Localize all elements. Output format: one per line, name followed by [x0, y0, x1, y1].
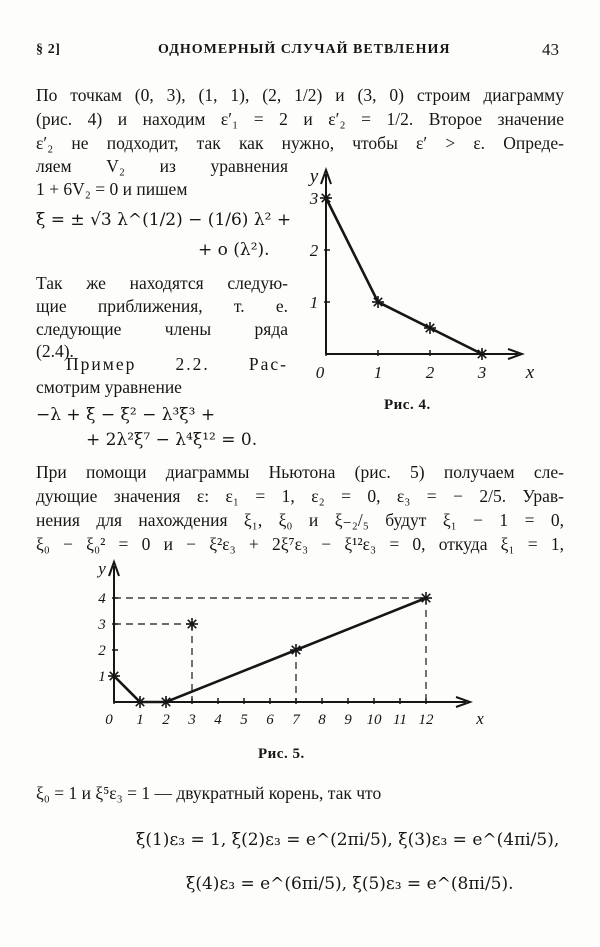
section-mark: § 2]: [36, 42, 61, 57]
fig4-point: [372, 296, 384, 308]
fig5-x-tick-label: 8: [318, 712, 326, 728]
fig4-y-tick-label: 3: [309, 189, 319, 208]
fig4-x-label: x: [525, 362, 535, 383]
equation-xi-cont: + o (λ²).: [198, 240, 270, 260]
fig4-newton-polygon: [326, 198, 482, 354]
fig5-x-tick-label: 2: [162, 712, 170, 728]
fig5-point: [160, 696, 172, 708]
fig5-y-tick-label: 4: [98, 591, 106, 607]
fig5-x-tick-label: 12: [418, 712, 434, 728]
fig5-x-tick-label: 4: [214, 712, 222, 728]
text-line-18: нения для нахождения ξ₁, ξ₀ и ξ₋₂/₅ будут ξ₁ − 1 = 0,: [36, 510, 564, 530]
text-line-5: 1 + 6V₂ = 0 и пишем: [36, 179, 188, 199]
fig5-x-tick-label: 5: [240, 712, 248, 728]
roots-line-1: ξ(1)ε₃ = 1, ξ(2)ε₃ = e^(2πi/5), ξ(3)ε₃ = e^(4πi/5),: [136, 830, 560, 850]
text-line-9: щие приближения, т. е.: [36, 296, 288, 316]
fig5-newton-polygon: [114, 598, 426, 702]
equation-xi: ξ = ± √3 λ^(1/2) − (1/6) λ² +: [36, 210, 292, 230]
text-line-4: ляем V₂ из уравнения: [36, 156, 288, 176]
equation-example-2: + 2λ²ξ⁷ − λ⁴ξ¹² = 0.: [86, 430, 258, 450]
text-line-20: ξ₀ = 1 и ξ⁵ε₃ = 1 — двукратный корень, так что: [36, 783, 382, 803]
text-line-1: По точкам (0, 3), (1, 1), (2, 1/2) и (3, 0) строим диаграмму: [36, 85, 564, 105]
fig4-x-tick-label: 3: [477, 363, 487, 382]
text-line-11: (2.4).: [36, 341, 74, 361]
fig5-x-tick-label: 0: [105, 712, 113, 728]
figure-4: [296, 160, 548, 390]
fig5-x-label: x: [476, 709, 484, 728]
fig5-point: [290, 644, 302, 656]
fig4-x-tick-label: 2: [425, 363, 435, 382]
fig5-point: [134, 696, 146, 708]
equation-example-1: −λ + ξ − ξ² − λ³ξ³ +: [36, 405, 216, 425]
text-line-19: ξ₀ − ξ₀² = 0 и − ξ²ε₃ + 2ξ⁷ε₃ − ξ¹²ε₃ = 0, откуда ξ₁ = 1,: [36, 534, 564, 554]
text-line-2: (рис. 4) и находим ε′₁ = 2 и ε′₂ = 1/2. Второе значение: [36, 109, 564, 129]
text-line-8: Так же находятся следую-: [36, 273, 288, 293]
fig5-x-tick-label: 9: [344, 712, 352, 728]
fig5-point: [186, 618, 198, 630]
fig5-x-tick-label: 11: [393, 712, 407, 728]
figure-5-caption: Рис. 5.: [258, 746, 305, 762]
text-line-17: дующие значения ε: ε₁ = 1, ε₂ = 0, ε₃ = − 2/5. Урав-: [36, 486, 564, 506]
fig5-y-tick-label: 2: [98, 643, 106, 659]
page-number: 43: [542, 40, 559, 59]
fig4-y-label: y: [309, 166, 319, 187]
fig4-point: [320, 192, 332, 204]
fig4-point: [476, 348, 488, 360]
fig4-x-tick-label: 1: [373, 363, 383, 382]
example-heading: Пример 2.2. Рас-: [66, 354, 288, 374]
fig5-point: [420, 592, 432, 604]
fig5-y-tick-label: 1: [98, 669, 106, 685]
roots-line-2: ξ(4)ε₃ = e^(6πi/5), ξ(5)ε₃ = e^(8πi/5).: [186, 874, 514, 894]
text-line-13: смотрим уравнение: [36, 377, 182, 397]
running-title: ОДНОМЕРНЫЙ СЛУЧАЙ ВЕТВЛЕНИЯ: [158, 42, 451, 57]
fig4-y-tick-label: 2: [309, 241, 319, 260]
fig5-x-tick-label: 3: [188, 712, 196, 728]
fig5-x-tick-label: 7: [292, 712, 300, 728]
text-line-3: ε′₂ не подходит, так как нужно, чтобы ε′ > ε. Опреде-: [36, 133, 564, 153]
text-line-16: При помощи диаграммы Ньютона (рис. 5) получаем сле-: [36, 462, 564, 482]
fig5-point: [108, 670, 120, 682]
fig5-x-tick-label: 6: [266, 712, 274, 728]
fig4-point: [424, 322, 436, 334]
fig5-y-tick-label: 3: [98, 617, 106, 633]
figure-5: [88, 556, 498, 736]
fig4-x-tick-label: 0: [315, 363, 325, 382]
figure-4-caption: Рис. 4.: [384, 397, 431, 413]
fig5-x-tick-label: 1: [136, 712, 144, 728]
fig4-y-tick-label: 1: [309, 293, 319, 312]
fig5-y-label: y: [98, 559, 106, 578]
text-line-10: следующие члены ряда: [36, 319, 288, 339]
fig5-x-tick-label: 10: [366, 712, 382, 728]
